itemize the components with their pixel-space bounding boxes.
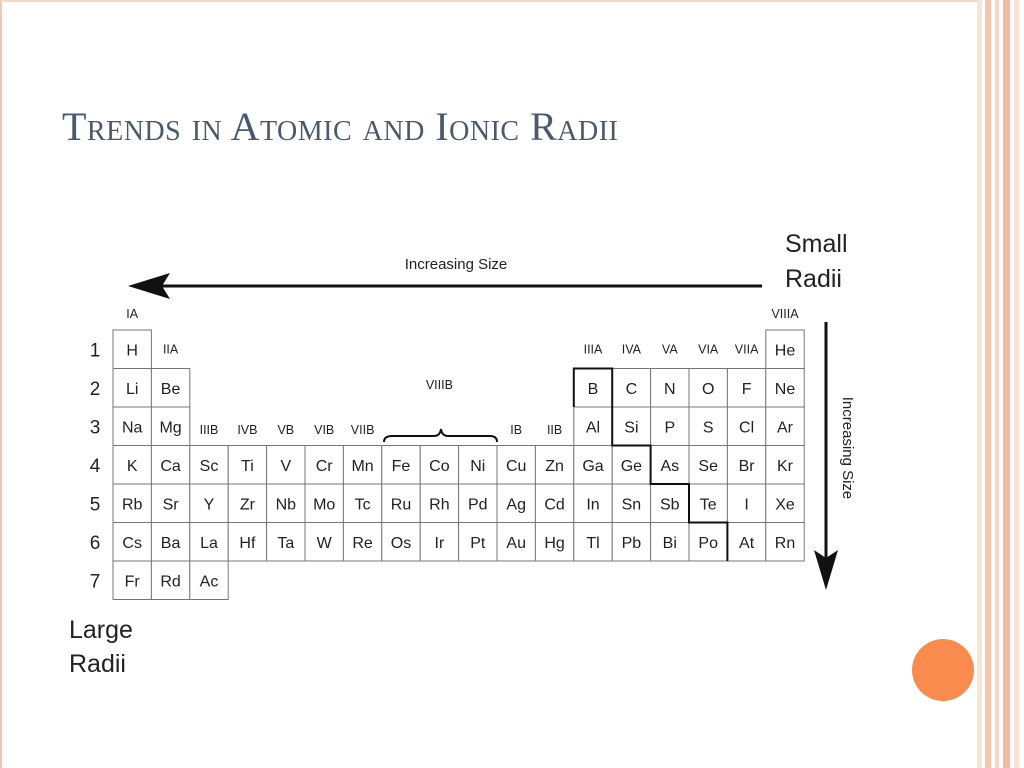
period-number: 2 [89, 378, 101, 400]
element-symbol: Ru [390, 496, 412, 514]
period-number: 1 [89, 340, 101, 362]
period-number: 5 [89, 494, 101, 516]
group-label: VIIB [350, 423, 375, 437]
element-cell-ca [151, 446, 189, 485]
element-symbol: Fe [391, 457, 411, 475]
element-cell-pt [459, 523, 497, 562]
group-label: IIA [162, 342, 179, 357]
element-symbol: Sc [199, 457, 219, 475]
element-symbol: Hg [544, 534, 565, 552]
side-arrow-label: Increasing Size [839, 396, 856, 500]
element-cell-cu [497, 446, 535, 485]
group-label: VIB [314, 423, 335, 437]
element-cell-sc [190, 446, 228, 485]
element-cell-la [190, 523, 228, 562]
element-symbol: Bi [662, 534, 677, 552]
element-symbol: Ga [582, 457, 604, 475]
element-cell-rd [151, 561, 189, 600]
element-cell-tc [343, 484, 381, 523]
element-cell-au [497, 523, 535, 562]
element-cell-se [689, 446, 727, 485]
element-symbol: Ge [620, 457, 643, 475]
element-symbol: I [744, 496, 749, 514]
element-symbol: Pt [470, 534, 486, 552]
element-symbol: Cl [739, 419, 755, 437]
element-cell-sb [651, 484, 689, 523]
element-symbol: Te [699, 496, 717, 514]
element-cell-ac [190, 561, 228, 600]
element-cell-ag [497, 484, 535, 523]
group-label: VIIIB [425, 378, 453, 392]
element-cell-zn [535, 446, 573, 485]
group-label: IVB [237, 423, 258, 437]
element-symbol: Os [390, 534, 412, 552]
top-arrow-label: Increasing Size [404, 256, 508, 273]
element-symbol: Pd [468, 496, 488, 514]
element-cell-si [612, 407, 650, 446]
element-cell-ta [267, 523, 305, 562]
element-symbol: Ir [434, 534, 445, 552]
element-symbol: C [625, 380, 638, 398]
element-cell-ne [766, 369, 804, 408]
group-label: IB [510, 423, 523, 437]
element-cell-rn [766, 523, 804, 562]
element-symbol: Se [698, 457, 718, 475]
slide-title: Trends in Atomic and Ionic Radii [62, 104, 619, 149]
group-label: IIIA [583, 342, 603, 357]
element-cell-po [689, 523, 727, 562]
element-cell-p [651, 407, 689, 446]
element-cell-ge [612, 446, 650, 485]
element-cell-in [574, 484, 612, 523]
element-symbol: As [660, 457, 680, 475]
element-symbol: Ba [160, 534, 181, 552]
element-symbol: Si [624, 419, 639, 437]
period-number: 4 [89, 455, 101, 477]
element-symbol: Ca [160, 457, 181, 475]
element-symbol: Sb [660, 496, 680, 514]
element-cell-c [612, 369, 650, 408]
element-cell-w [305, 523, 343, 562]
element-symbol: Sn [621, 496, 642, 514]
element-symbol: Xe [775, 496, 795, 514]
period-number: 6 [89, 532, 101, 554]
element-symbol: Zr [239, 496, 255, 514]
element-symbol: Ag [506, 496, 526, 514]
element-symbol: Mn [351, 457, 374, 475]
viiib-brace [384, 429, 497, 442]
element-symbol: Ti [241, 457, 254, 475]
element-symbol: Be [160, 380, 181, 398]
element-symbol: H [126, 342, 138, 360]
element-cell-ti [228, 446, 266, 485]
element-cell-zr [228, 484, 266, 523]
element-cell-cs [113, 523, 151, 562]
element-symbol: Fr [124, 573, 140, 591]
period-number: 3 [89, 417, 101, 439]
small-radii-label: Radii [785, 265, 842, 293]
group-label: IVA [621, 342, 642, 357]
element-symbol: Ne [774, 380, 796, 398]
element-cell-tl [574, 523, 612, 562]
element-cell-b [574, 369, 612, 408]
element-symbol: Ni [470, 457, 486, 475]
element-cell-n [651, 369, 689, 408]
element-symbol: Co [429, 457, 450, 475]
element-cell-os [382, 523, 420, 562]
group-label: IIIB [199, 423, 219, 437]
element-cell-ba [151, 523, 189, 562]
element-cell-fr [113, 561, 151, 600]
element-cell-kr [766, 446, 804, 485]
element-symbol: Rh [429, 496, 450, 514]
element-cell-na [113, 407, 151, 446]
element-cell-rb [113, 484, 151, 523]
large-radii-label: Large [69, 616, 133, 644]
element-cell-ga [574, 446, 612, 485]
element-cell-cd [535, 484, 573, 523]
element-symbol: S [702, 419, 714, 437]
element-symbol: Ta [277, 534, 295, 552]
element-cell-f [727, 369, 765, 408]
element-cell-he [766, 330, 804, 369]
element-cell-ir [420, 523, 458, 562]
element-symbol: O [701, 380, 715, 398]
element-cell-pd [459, 484, 497, 523]
group-label: VIA [698, 342, 719, 357]
group-label: IA [126, 307, 139, 321]
element-symbol: Ac [199, 573, 219, 591]
element-cell-co [420, 446, 458, 485]
element-cell-cr [305, 446, 343, 485]
element-symbol: Rb [121, 496, 143, 514]
element-cell-be [151, 369, 189, 408]
element-symbol: Rn [774, 534, 796, 552]
element-symbol: Tl [586, 534, 600, 552]
element-symbol: Re [352, 534, 373, 552]
element-cell-ru [382, 484, 420, 523]
element-cell-y [190, 484, 228, 523]
element-cell-re [343, 523, 381, 562]
element-cell-k [113, 446, 151, 485]
period-number: 7 [89, 571, 101, 593]
element-cell-hf [228, 523, 266, 562]
element-symbol: Sr [162, 496, 179, 514]
element-symbol: N [664, 380, 676, 398]
element-cell-v [267, 446, 305, 485]
group-label: VIIA [734, 342, 759, 357]
element-cell-al [574, 407, 612, 446]
element-symbol: P [664, 419, 676, 437]
group-label: VA [661, 342, 678, 357]
element-symbol: Hf [239, 534, 256, 552]
element-cell-mn [343, 446, 381, 485]
element-symbol: F [741, 380, 752, 398]
element-symbol: Tc [354, 496, 371, 514]
element-symbol: Li [125, 380, 139, 398]
element-cell-mo [305, 484, 343, 523]
element-symbol: Cs [122, 534, 142, 552]
element-cell-pb [612, 523, 650, 562]
element-cell-rh [420, 484, 458, 523]
orange-accent-dot [912, 639, 974, 701]
element-cell-cl [727, 407, 765, 446]
element-symbol: V [280, 457, 292, 475]
element-symbol: Mg [159, 419, 182, 437]
element-symbol: Cr [315, 457, 333, 475]
group-label: VB [277, 423, 295, 437]
element-symbol: Pb [621, 534, 642, 552]
top-arrow [128, 273, 762, 299]
element-cell-nb [267, 484, 305, 523]
element-symbol: Ar [777, 419, 793, 437]
element-symbol: Cu [505, 457, 527, 475]
element-cell-as [651, 446, 689, 485]
element-symbol: Na [121, 419, 143, 437]
element-cell-hg [535, 523, 573, 562]
element-cell-fe [382, 446, 420, 485]
element-symbol: B [587, 380, 599, 398]
large-radii-label: Radii [69, 650, 126, 678]
element-symbol: Br [738, 457, 755, 475]
period-labels [90, 340, 101, 592]
element-symbol: Po [698, 534, 718, 552]
small-radii-label: Small [785, 230, 848, 258]
side-arrow [814, 322, 838, 590]
element-symbol: Al [585, 419, 601, 437]
element-cell-o [689, 369, 727, 408]
element-cell-h [113, 330, 151, 369]
element-cell-bi [651, 523, 689, 562]
element-symbol: Cd [544, 496, 565, 514]
element-symbol: Zn [545, 457, 564, 475]
element-cell-mg [151, 407, 189, 446]
group-label: VIIIA [771, 307, 799, 321]
element-symbol: At [739, 534, 755, 552]
element-symbol: Mo [313, 496, 336, 514]
element-symbol: Rd [160, 573, 181, 591]
element-cell-sn [612, 484, 650, 523]
element-cell-ar [766, 407, 804, 446]
element-cells [113, 330, 804, 600]
element-cell-te [689, 484, 727, 523]
element-symbol: In [586, 496, 600, 514]
element-symbol: Y [203, 496, 215, 514]
element-cell-ni [459, 446, 497, 485]
element-cell-i [727, 484, 765, 523]
element-cell-li [113, 369, 151, 408]
element-symbol: W [316, 534, 332, 552]
element-symbol: Au [506, 534, 526, 552]
element-symbol: Kr [777, 457, 793, 475]
element-cell-br [727, 446, 765, 485]
element-cell-s [689, 407, 727, 446]
element-cell-sr [151, 484, 189, 523]
element-cell-at [727, 523, 765, 562]
element-cell-xe [766, 484, 804, 523]
element-symbol: He [774, 342, 796, 360]
group-label: IIB [546, 423, 563, 437]
element-symbol: K [126, 457, 138, 475]
element-symbol: La [200, 534, 218, 552]
element-symbol: Nb [275, 496, 297, 514]
